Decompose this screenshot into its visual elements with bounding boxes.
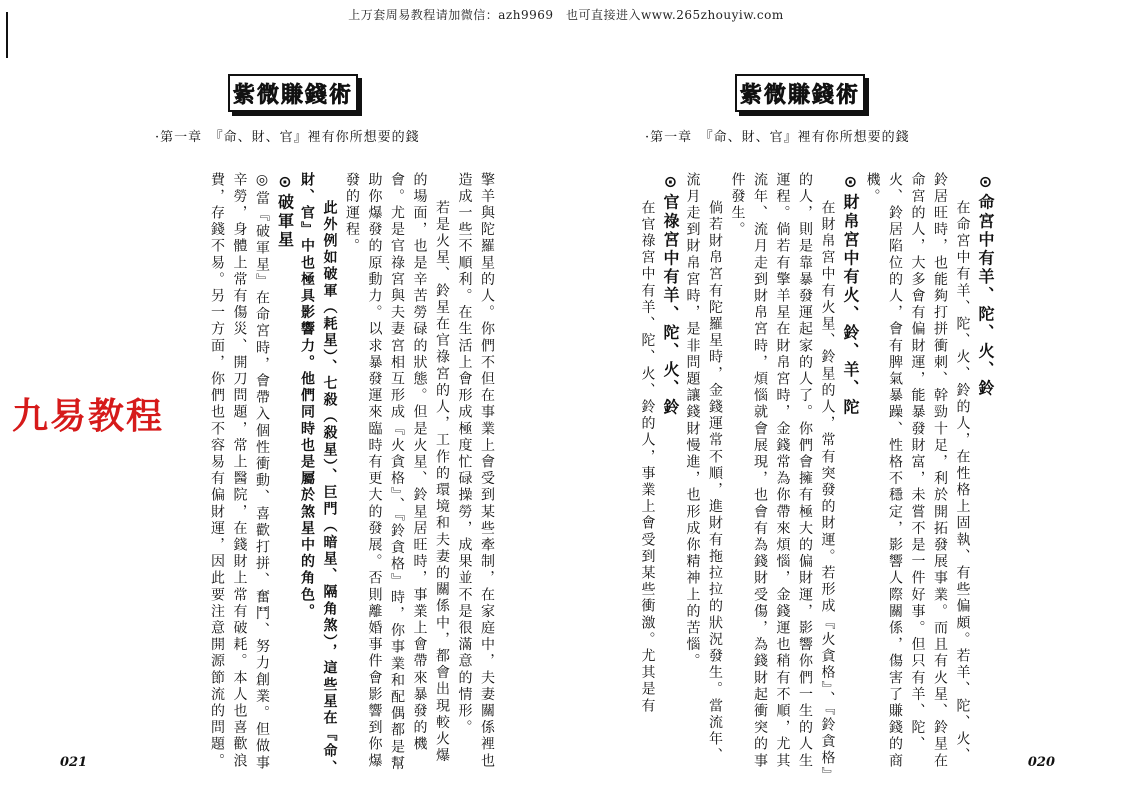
paragraph: ◎當『破軍星』在命宮時，會帶入個性衝動、喜歡打拼、奮鬥、努力創業。但做事辛勞，身體上常有傷災、開刀問題，常上醫院，在錢財上常有破耗。本人也喜歡浪費，存錢不易。另一方面，你們也不容易有偏財運，因此要注意開源節流的問題。 — [209, 172, 270, 772]
paragraph: 倘若財帛宮有陀羅星時，金錢運常不順，進財有拖拉拉的狀況發生。當流年、流月走到財帛宮時，是非問題讓錢財慢進，也形成你精神上的苦惱。 — [684, 172, 723, 765]
paragraph: 若是火星、鈴星在官祿宮的人，工作的環境和夫妻的關係中，都會出現較火爆的場面，也是辛苦勞碌的狀態。但是火星、鈴星居旺時，事業上會帶來暴發的機會。尤是官祿宮與夫妻宮相互形成『火貪格』、『鈴貪格』時，你事業和配偶都是幫助你爆發的原動力。以求暴發運來臨時有更大的發展。否則離婚事件會影響到你爆發的運程。 — [344, 172, 450, 773]
paragraph: 在財帛宮中有火星、鈴星的人，常有突發的財運。若形成『火貪格』、『鈴貪格』的人，則是靠暴發運起家的人了。你們會擁有極大的偏財運，影響你們一生的人生運程。倘若有擎羊星在財帛宮時，金錢常為你帶來煩惱，金錢運也稍有不順，尤其流年、流月走到財帛宮時，煩惱就會展現，也會有為錢財受傷，為錢財起衝突的事件發生。 — [729, 172, 836, 777]
chapter-title: ·第一章 『命、財、官』裡有你所想要的錢 — [155, 130, 420, 145]
section-heading: ⊙官祿宮中有羊、陀、火、鈴 — [661, 172, 680, 417]
page-020 — [585, 60, 1055, 790]
book-logo: 紫微賺錢術 — [228, 74, 358, 112]
margin-rule — [6, 12, 8, 58]
chapter-title: ·第一章 『命、財、官』裡有你所想要的錢 — [645, 130, 910, 145]
paragraph: 在命宮中有羊、陀、火、鈴的人，在性格上固執、有些偏頗。若羊、陀、火、鈴居旺時，也能夠打拼衝刺、幹勁十足，利於開拓發展事業。而且有火星、鈴星在命宮的人，大多會有偏財運，能暴發財富，未嘗不是一件好事。但只有羊、陀、火、鈴居陷位的人，會有脾氣暴躁、性格不穩定，影響人際關係，傷害了賺錢的商機。 — [864, 172, 971, 770]
section-heading: ⊙財帛宮中有火、鈴、羊、陀 — [841, 172, 860, 417]
book-logo: 紫微賺錢術 — [735, 74, 865, 112]
watermark-header: 上万套周易教程请加微信：azh9969 也可直接进入www.265zhouyiw.com — [348, 8, 784, 22]
body-text — [98, 172, 498, 780]
paragraph: 在官祿宮中有羊、陀、火、鈴的人，事業上會受到某些衝激。尤其是有 — [639, 200, 656, 715]
paragraph: 擎羊與陀羅星的人。你們不但在事業上會受到某些牽制，在家庭中，夫妻關係裡也造成一些不順利。在生活上會形成極度忙碌操勞，成果並不是很滿意的情形。 — [456, 172, 495, 770]
section-heading: ⊙破軍星 — [275, 172, 295, 250]
page-number: 021 — [60, 755, 88, 770]
section-heading: ⊙命宮中有羊、陀、火、鈴 — [976, 172, 995, 399]
body-text — [601, 172, 996, 780]
page-number: 020 — [1027, 755, 1055, 770]
paragraph: 此外例如破軍（耗星）、七殺（殺星）、巨門（暗星、隔角煞），這些星在『命、財、官』中也極具影響力。他們同時也是屬於煞星中的角色。 — [299, 172, 338, 777]
watermark-logo: 九易教程 — [12, 396, 165, 437]
